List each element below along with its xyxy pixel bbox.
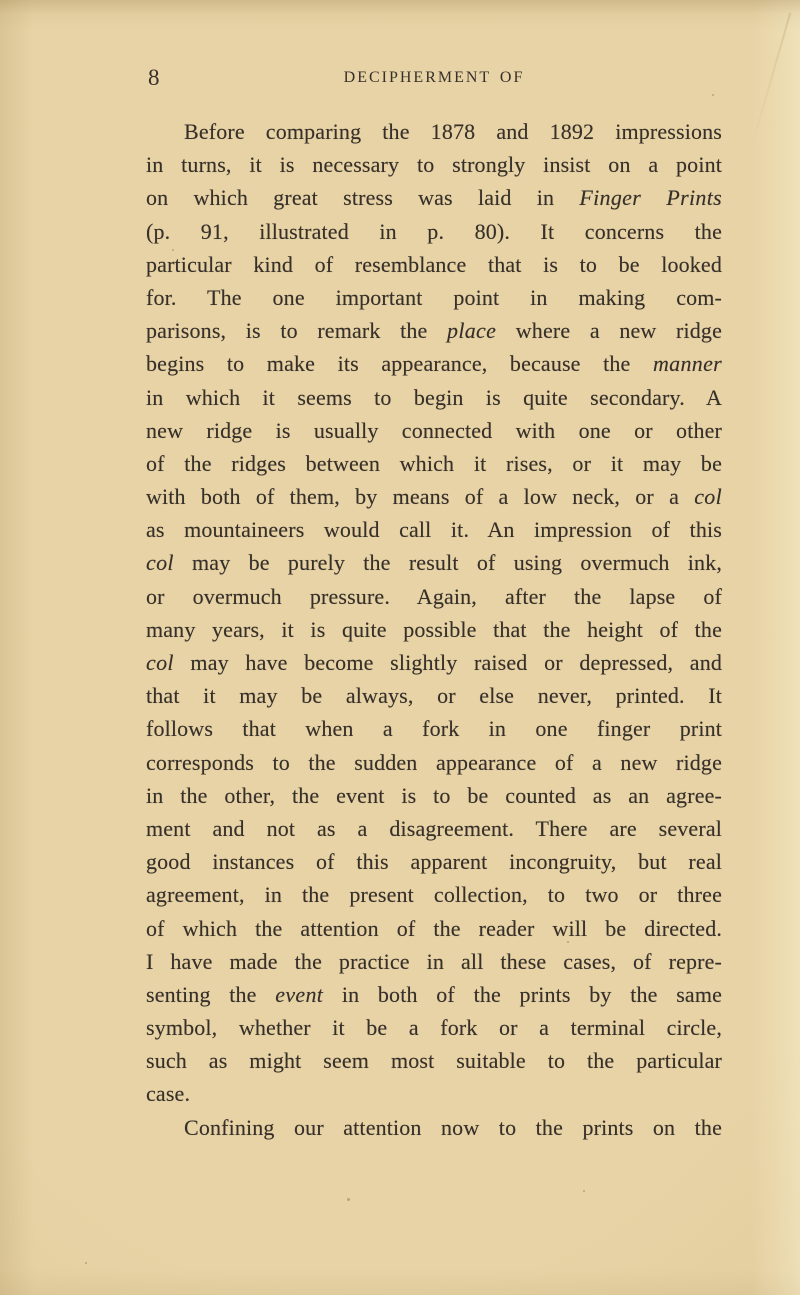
text-line bbox=[146, 712, 722, 745]
text-segment: agreement, in the present collection, to two or three bbox=[146, 882, 722, 908]
text-line bbox=[146, 1111, 722, 1144]
text-line bbox=[146, 1011, 722, 1044]
running-title: DECIPHERMENT OF bbox=[343, 69, 525, 86]
text-segment: parisons, is to remark the bbox=[146, 318, 448, 344]
text-segment: of which the attention of the reader will be directed. bbox=[146, 915, 722, 941]
text-line bbox=[146, 1077, 722, 1110]
text-segment: new ridge is usually connected with one or other bbox=[146, 417, 722, 443]
text-line bbox=[146, 912, 722, 945]
text-segment: case. bbox=[146, 1081, 191, 1107]
text-line bbox=[146, 1044, 722, 1077]
text-segment: may be purely the result of using overmuch ink, bbox=[173, 550, 722, 576]
text-segment: with both of them, by means of a low neck, or a bbox=[146, 484, 695, 510]
text-segment: follows that when a fork in one finger print bbox=[146, 716, 722, 742]
text-segment: begins to make its appearance, because the bbox=[146, 351, 653, 377]
text-line bbox=[146, 248, 722, 281]
text-segment: or overmuch pressure. Again, after the lapse of bbox=[146, 583, 722, 609]
text-segment: (p. 91, illustrated in p. 80). It concerns the bbox=[146, 218, 722, 244]
text-segment: senting the bbox=[146, 981, 276, 1007]
italic-text: col bbox=[694, 484, 722, 510]
text-segment: of the ridges between which it rises, or it may be bbox=[146, 450, 722, 476]
text-line bbox=[146, 945, 722, 978]
page-number: 8 bbox=[148, 65, 160, 90]
text-segment: many years, it is quite possible that the height of the bbox=[146, 616, 722, 642]
italic-text: place bbox=[447, 318, 497, 344]
paper-crease bbox=[751, 12, 792, 147]
text-line bbox=[146, 878, 722, 911]
italic-text: Finger Prints bbox=[579, 185, 722, 211]
text-segment: in which it seems to begin is quite secondary. A bbox=[146, 384, 722, 410]
text-segment: ment and not as a disagreement. There are several bbox=[146, 815, 722, 841]
page-body bbox=[146, 115, 722, 1144]
text-segment: symbol, whether it be a fork or a terminal circle, bbox=[146, 1015, 722, 1041]
text-segment: where a new ridge bbox=[496, 318, 722, 344]
text-segment: Before comparing the 1878 and 1892 impressions bbox=[184, 119, 722, 144]
paper-speck bbox=[712, 94, 714, 96]
text-segment: such as might seem most suitable to the particular bbox=[146, 1048, 722, 1074]
text-segment: on which great stress was laid in bbox=[146, 185, 580, 211]
text-segment: in turns, it is necessary to strongly insist on a point bbox=[146, 152, 722, 178]
text-segment: in the other, the event is to be counted as an agree- bbox=[146, 782, 722, 808]
text-line bbox=[146, 281, 722, 314]
text-line bbox=[146, 215, 722, 248]
italic-text: event bbox=[275, 981, 324, 1007]
text-segment: corresponds to the sudden appearance of a new ridge bbox=[146, 749, 722, 775]
running-head bbox=[146, 66, 722, 92]
text-line bbox=[146, 115, 722, 148]
italic-text: col bbox=[146, 650, 174, 675]
text-line bbox=[146, 646, 722, 679]
text-line bbox=[146, 347, 722, 380]
text-line bbox=[146, 978, 722, 1011]
text-line bbox=[146, 513, 722, 546]
text-segment: good instances of this apparent incongruity, but real bbox=[146, 849, 722, 875]
text-segment: Confining our attention now to the prints on the bbox=[184, 1114, 722, 1140]
italic-text: manner bbox=[652, 351, 722, 377]
text-line bbox=[146, 812, 722, 845]
text-line bbox=[146, 580, 722, 613]
text-line bbox=[146, 480, 722, 513]
text-segment: I have made the practice in all these cases, of repre- bbox=[146, 948, 722, 974]
text-line bbox=[146, 679, 722, 712]
paper-speck bbox=[583, 1190, 585, 1192]
paper-speck bbox=[85, 1262, 87, 1264]
text-line bbox=[146, 314, 722, 347]
text-line bbox=[146, 181, 722, 214]
italic-text: col bbox=[146, 550, 174, 576]
text-line bbox=[146, 845, 722, 878]
text-segment: that it may be always, or else never, printed. It bbox=[146, 683, 722, 709]
text-line bbox=[146, 779, 722, 812]
text-line bbox=[146, 381, 722, 414]
text-line bbox=[146, 148, 722, 181]
text-line bbox=[146, 414, 722, 447]
text-segment: for. The one important point in making com- bbox=[146, 284, 722, 310]
paper-speck bbox=[347, 1198, 350, 1201]
text-segment: as mountaineers would call it. An impression of this bbox=[146, 517, 722, 543]
text-segment: particular kind of resemblance that is to be looked bbox=[146, 251, 722, 277]
text-line bbox=[146, 746, 722, 779]
text-line bbox=[146, 546, 722, 579]
text-segment: may have become slightly raised or depressed, and bbox=[173, 650, 722, 675]
text-segment: in both of the prints by the same bbox=[323, 981, 722, 1007]
text-line bbox=[146, 447, 722, 480]
text-line bbox=[146, 613, 722, 646]
